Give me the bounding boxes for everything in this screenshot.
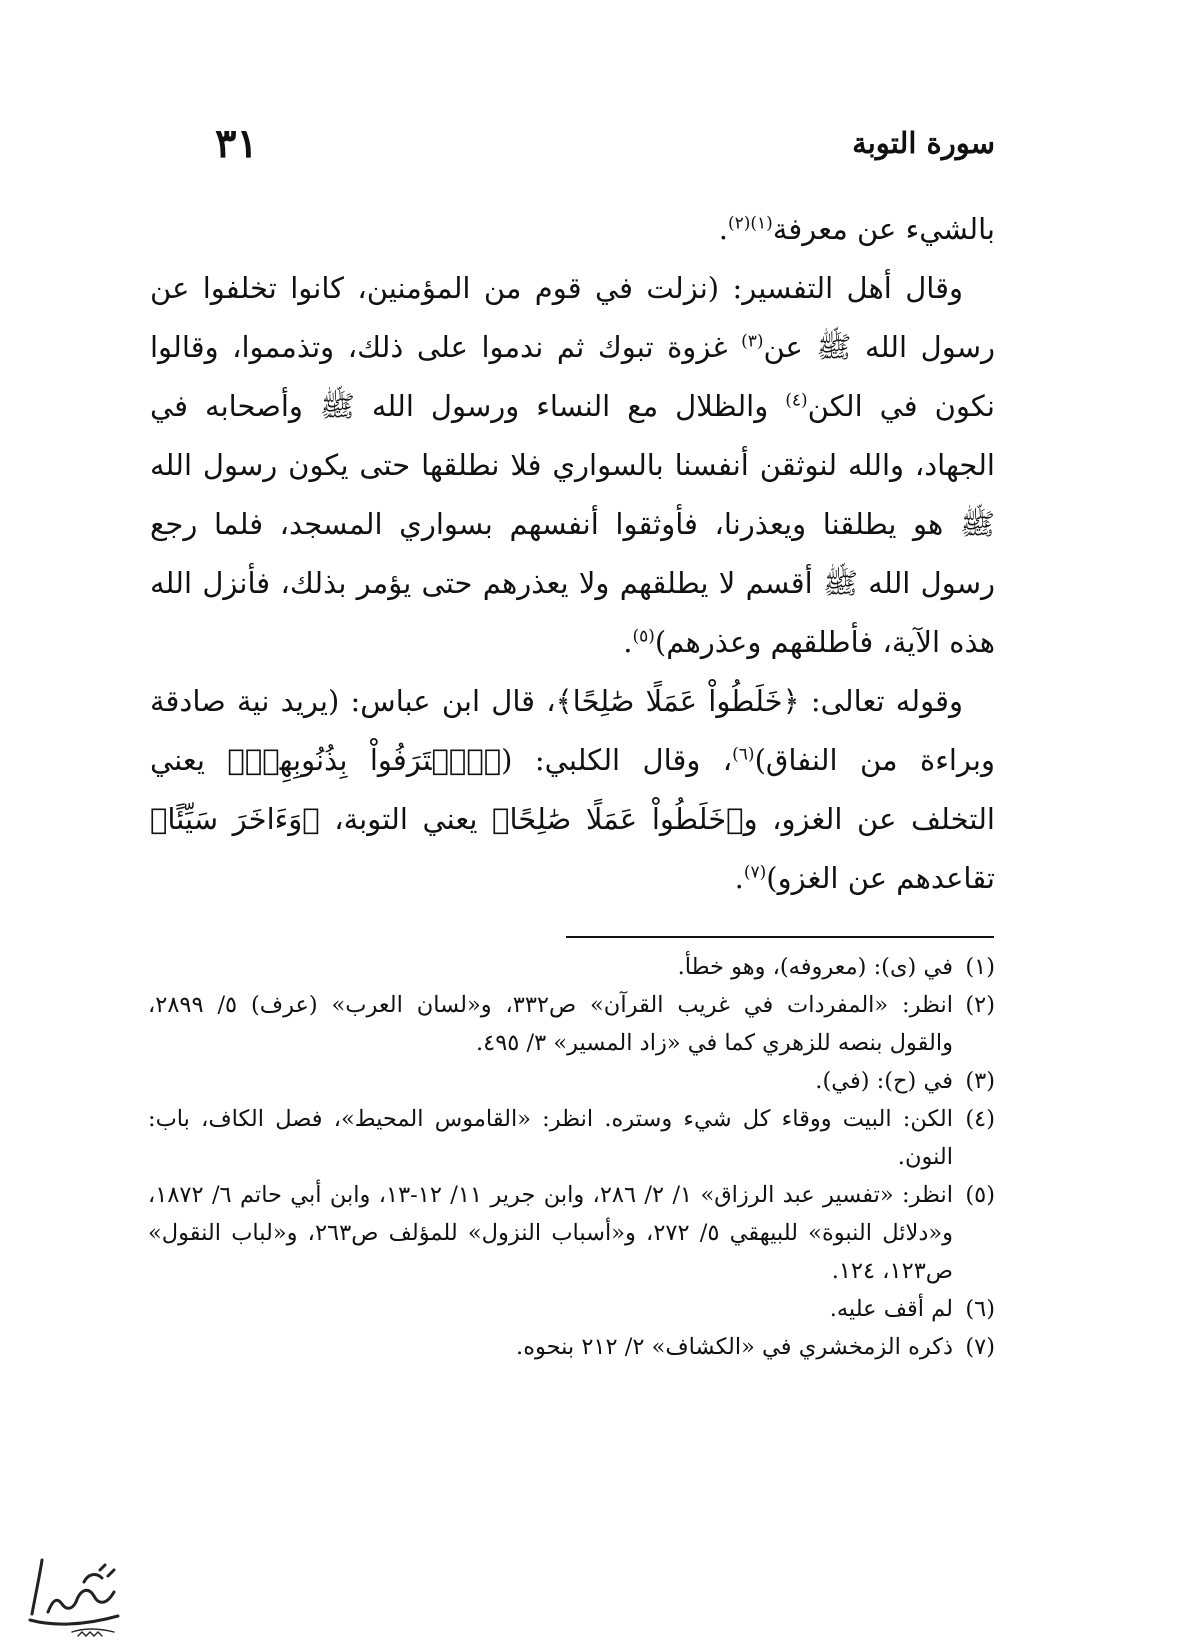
- footnote-item: [148, 986, 995, 1062]
- footnote-number: (١): [965, 954, 995, 980]
- footnote-item: [148, 1100, 995, 1176]
- footnote-number: (٧): [965, 1334, 995, 1360]
- footnote-ref: (٥): [632, 626, 655, 647]
- footnote-separator: [566, 936, 994, 938]
- footnote-ref: (٣): [741, 331, 764, 352]
- paragraph-1-text: بالشيء عن معرفة: [772, 212, 995, 246]
- footnote-text: الكن: البيت ووقاء كل شيء وستره. انظر: «القاموس المحيط»، فصل الكاف، باب: النون.: [148, 1106, 953, 1170]
- footnote-text: لم أقف عليه.: [829, 1296, 953, 1322]
- footnote-text: انظر: «المفردات في غريب القرآن» ص٣٣٢، و«لسان العرب» (عرف) ٥/ ٢٨٩٩، والقول بنصه للزهري كما في «زاد المسير» ٣/ ٤٩٥.: [148, 992, 953, 1056]
- footnote-item: [148, 1062, 995, 1100]
- paragraph-2: [150, 259, 995, 672]
- paragraph-3: [150, 672, 995, 908]
- footnote-item: [148, 1290, 995, 1328]
- footnote-text: ذكره الزمخشري في «الكشاف» ٢/ ٢١٢ بنحوه.: [516, 1334, 953, 1360]
- footnote-text: في (ى): (معروفه)، وهو خطأ.: [677, 954, 953, 980]
- footnote-text: في (ح): (في).: [815, 1068, 953, 1094]
- paragraph-3-end: .: [734, 861, 744, 895]
- footnote-number: (٦): [965, 1296, 995, 1322]
- footnote-number: (٢): [965, 992, 995, 1018]
- calligraphy-seal-icon: [22, 1552, 126, 1638]
- paragraph-1: [150, 200, 995, 259]
- paragraph-1-end: .: [718, 212, 728, 246]
- paragraph-3-text-b: ، وقال الكلبي: (﴿ٱعۡتَرَفُواْ بِذُنُوبِهِمۡ﴾ يعني التخلف عن الغزو، و﴿خَلَطُواْ عَمَلًا صَٰلِحًا﴾ يعني التوبة، ﴿وَءَاخَرَ سَيِّئًا﴾ تقاعدهم عن الغزو): [150, 743, 995, 895]
- footnote-ref: (٤): [785, 390, 808, 411]
- footnote-number: (٤): [965, 1106, 995, 1132]
- footnote-number: (٣): [965, 1068, 995, 1094]
- paragraph-2-text-c: والظلال مع النساء ورسول الله ﷺ وأصحابه في الجهاد، والله لنوثقن أنفسنا بالسواري فلا نطلقها حتى يكون رسول الله ﷺ هو يطلقنا ويعذرنا، فأوثقوا أنفسهم بسواري المسجد، فلما رجع رسول الله ﷺ أقسم لا يطلقهم ولا يعذرهم حتى يؤمر بذلك، فأنزل الله هذه الآية، فأطلقهم وعذرهم): [150, 389, 995, 659]
- page-header: [215, 118, 995, 168]
- footnote-item: [148, 1176, 995, 1290]
- paragraph-2-end: .: [623, 625, 633, 659]
- footnote-ref: (٧): [743, 862, 767, 883]
- surah-title: سورة التوبة: [852, 126, 995, 160]
- footnote-text: انظر: «تفسير عبد الرزاق» ١/ ٢/ ٢٨٦، وابن جرير ١١/ ١٢-١٣، وابن أبي حاتم ٦/ ١٨٧٢، و«دلائل النبوة» للبيهقي ٥/ ٢٧٢، و«أسباب النزول» للمؤلف ص٢٦٣، و«لباب النقول» ص١٢٣، ١٢٤.: [148, 1182, 954, 1284]
- paragraph-3-text-a: وقوله تعالى: ﴿خَلَطُواْ عَمَلًا صَٰلِحًا﴾، قال ابن عباس: (يريد نية صادقة وبراءة من النفاق): [150, 684, 995, 777]
- footnote-item: [148, 1328, 995, 1366]
- footnote-ref: (١)(٢): [727, 213, 773, 234]
- paragraph-2-text-a: وقال أهل التفسير: (نزلت في قوم من المؤمنين، كانوا تخلفوا عن رسول الله ﷺ عن: [150, 271, 995, 364]
- main-text: [150, 200, 995, 908]
- footnote-number: (٥): [965, 1182, 995, 1208]
- footnotes: [148, 948, 995, 1366]
- page-number: ٣١: [215, 119, 258, 167]
- footnote-item: [148, 948, 995, 986]
- footnote-ref: (٦): [732, 744, 755, 765]
- paragraph-2-text-b: غزوة تبوك ثم ندموا على ذلك، وتذمموا، وقالوا نكون في الكن: [150, 330, 995, 423]
